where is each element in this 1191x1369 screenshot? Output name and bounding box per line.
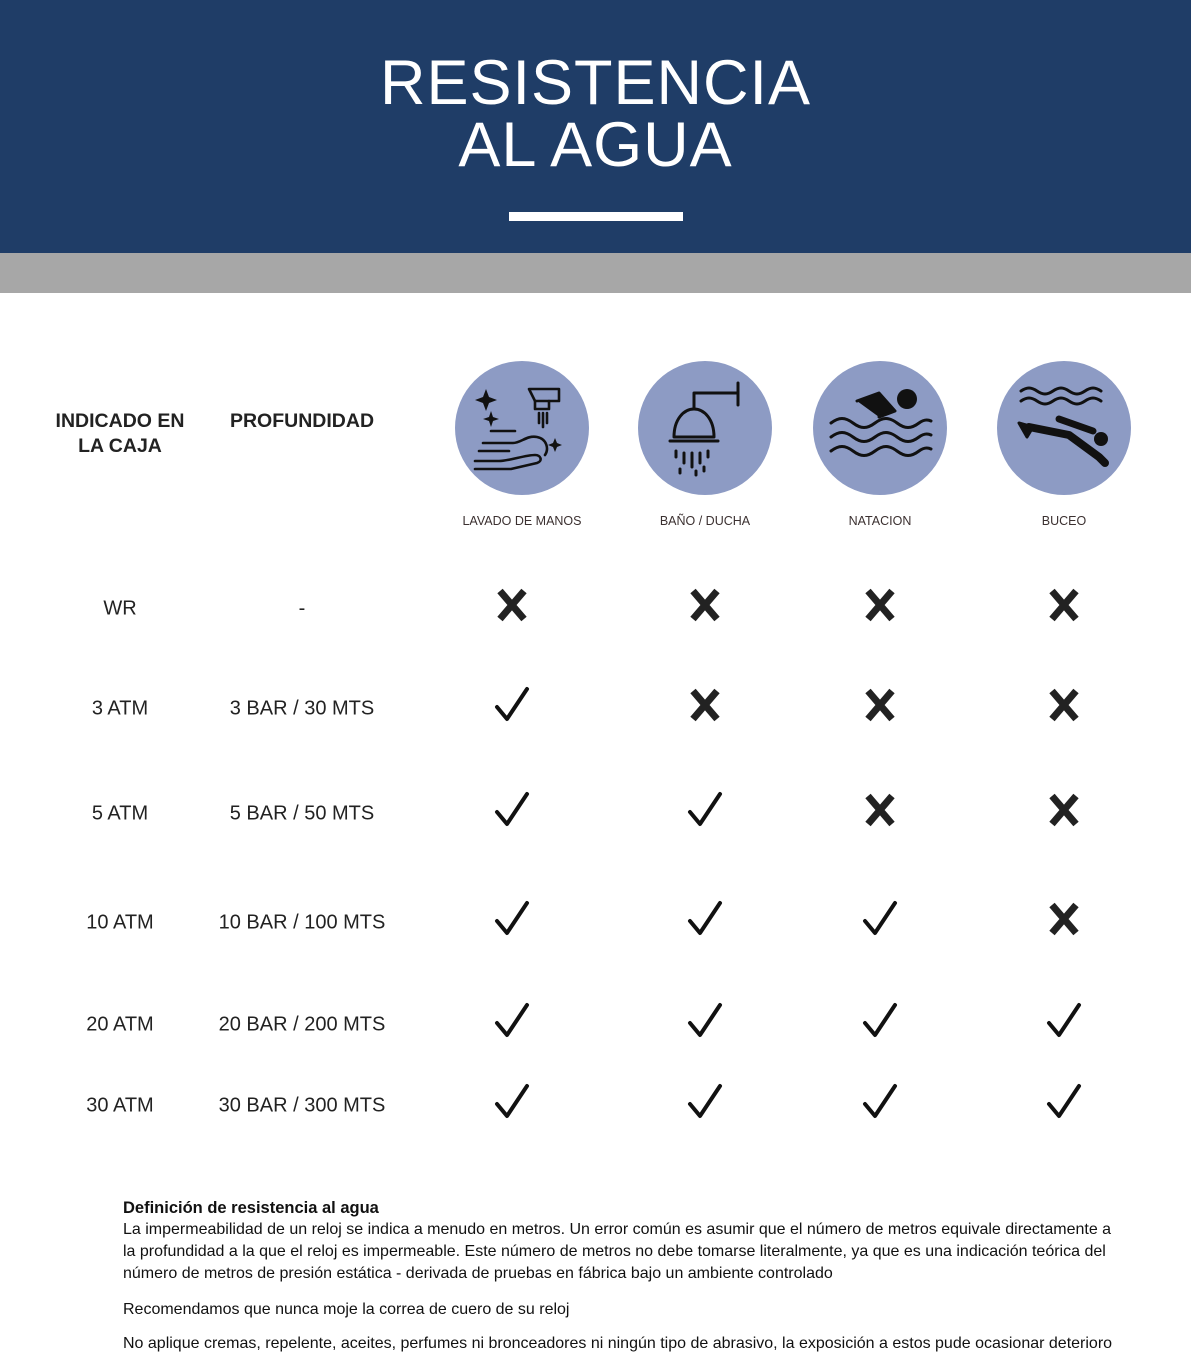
notes-title: Definición de resistencia al agua <box>123 1199 379 1217</box>
x-icon <box>860 790 900 830</box>
check-icon <box>685 1001 725 1041</box>
x-icon <box>685 685 725 725</box>
cell-profundidad: 10 BAR / 100 MTS <box>218 911 386 934</box>
check-icon <box>685 1082 725 1122</box>
cell-profundidad: 30 BAR / 300 MTS <box>218 1094 386 1117</box>
check-icon <box>492 1001 532 1041</box>
shower-icon <box>638 361 772 495</box>
title-line-1: RESISTENCIA <box>379 48 812 118</box>
notes-paragraph-1: La impermeabilidad de un reloj se indica a menudo en metros. Un error común es asumir que el número de metros equivale directamente a la profundidad a la que el reloj es impermeable. Este número de metros no debe tomarse literalmente, ya que es una indicación teórica del número de metros de presión estática - derivada de pruebas en fábrica bajo un ambiente controlado <box>123 1221 1112 1282</box>
x-icon <box>685 585 725 625</box>
check-icon <box>492 1082 532 1122</box>
x-icon <box>860 685 900 725</box>
x-icon <box>492 585 532 625</box>
column-header-profundidad: PROFUNDIDAD <box>229 410 375 432</box>
cell-profundidad: 3 BAR / 30 MTS <box>229 697 375 720</box>
cell-indicado: 10 ATM <box>86 911 154 934</box>
cell-profundidad: 20 BAR / 200 MTS <box>218 1013 386 1036</box>
check-icon <box>1044 1001 1084 1041</box>
check-icon <box>860 1001 900 1041</box>
check-icon <box>1044 1082 1084 1122</box>
activity-label-lavado: LAVADO DE MANOS <box>462 514 582 528</box>
cell-indicado: 20 ATM <box>86 1013 154 1036</box>
diving-icon <box>997 361 1131 495</box>
title-line-2: AL AGUA <box>458 110 733 180</box>
x-icon <box>1044 790 1084 830</box>
swimming-icon <box>813 361 947 495</box>
notes-paragraph-3: No aplique cremas, repelente, aceites, perfumes ni bronceadores ni ningún tipo de abrasivo, la exposición a estos pude ocasionar deterioro <box>123 1335 1113 1352</box>
notes-section <box>123 1197 1123 1355</box>
x-icon <box>1044 899 1084 939</box>
check-icon <box>492 790 532 830</box>
cell-profundidad: - <box>298 597 306 620</box>
notes-paragraph-2: Recomendamos que nunca moje la correa de cuero de su reloj <box>123 1301 570 1318</box>
cell-indicado: 30 ATM <box>86 1094 154 1117</box>
check-icon <box>860 1082 900 1122</box>
gray-divider-band <box>0 253 1191 293</box>
cell-indicado: 3 ATM <box>91 697 149 720</box>
hand-washing-icon <box>455 361 589 495</box>
x-icon <box>860 585 900 625</box>
cell-profundidad: 5 BAR / 50 MTS <box>229 802 375 825</box>
check-icon <box>685 790 725 830</box>
check-icon <box>492 899 532 939</box>
column-header-indicado: INDICADO EN LA CAJA <box>55 410 185 457</box>
title-underline <box>509 212 683 221</box>
x-icon <box>1044 685 1084 725</box>
cell-indicado: WR <box>103 597 137 620</box>
page-title <box>0 48 1191 180</box>
check-icon <box>685 899 725 939</box>
x-icon <box>1044 585 1084 625</box>
activity-label-buceo: BUCEO <box>1041 514 1087 528</box>
activity-label-bano: BAÑO / DUCHA <box>659 514 751 528</box>
check-icon <box>492 685 532 725</box>
cell-indicado: 5 ATM <box>91 802 149 825</box>
header-banner <box>0 0 1191 253</box>
check-icon <box>860 899 900 939</box>
activity-label-natacion: NATACION <box>848 514 912 528</box>
